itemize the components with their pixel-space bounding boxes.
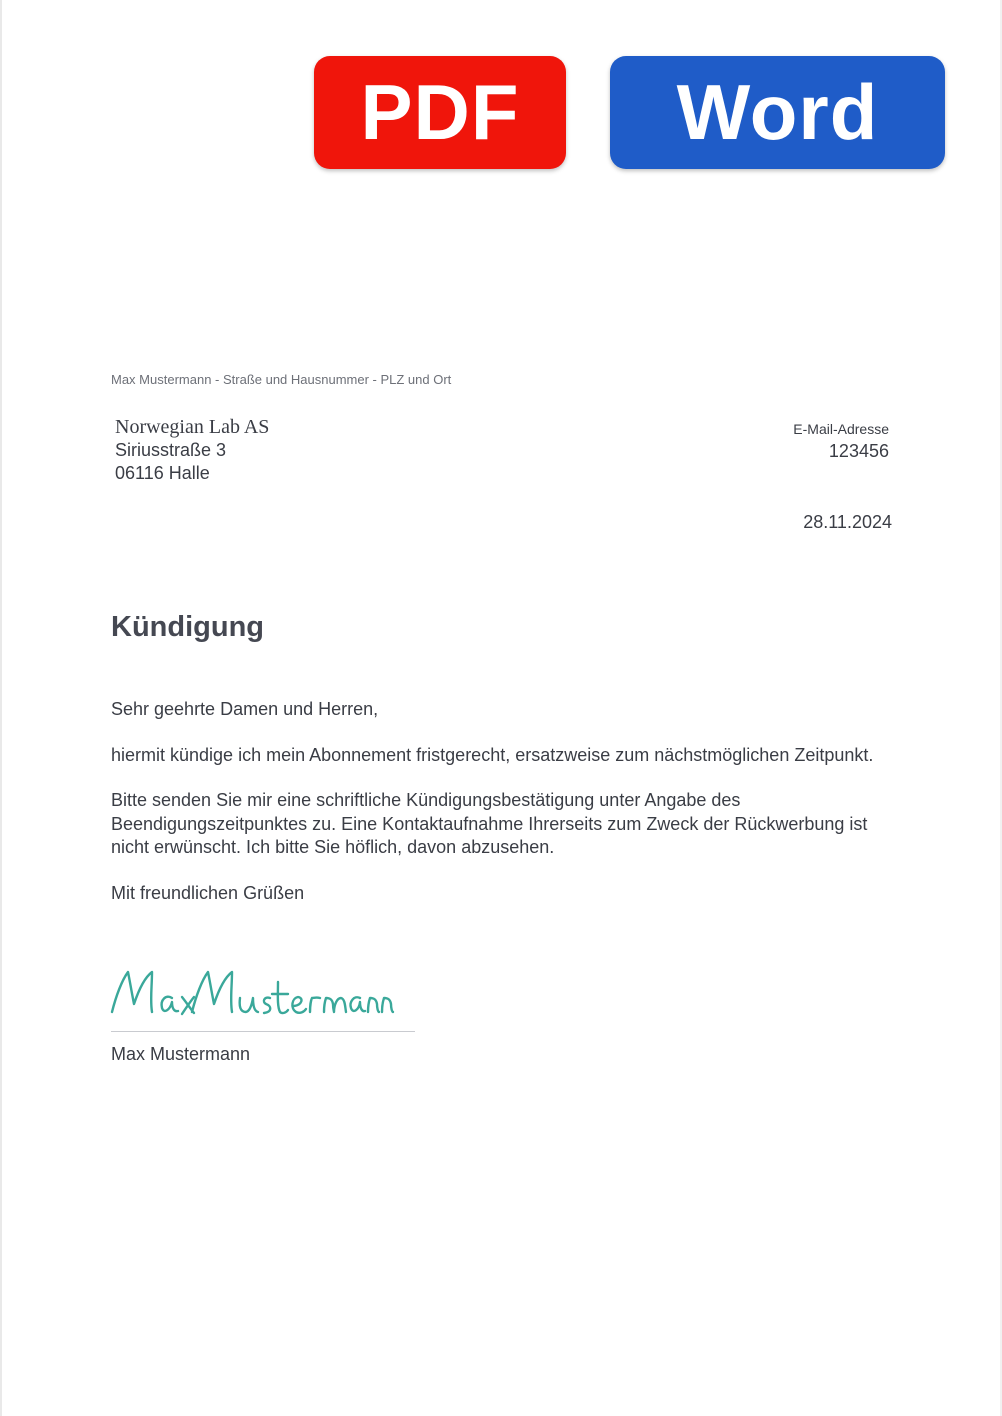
customer-number: 123456 — [828, 441, 889, 461]
download-word-button[interactable]: Word — [610, 56, 945, 169]
signature-line — [111, 1031, 415, 1032]
recipient-street: Siriusstraße 3 — [115, 440, 227, 460]
letter-subject: Kündigung — [111, 611, 265, 643]
body-paragraph: Bitte senden Sie mir eine schriftliche Kündigungsbestätigung unter Angabe des Beendigungszeitpunktes zu. Eine Kontaktaufnahme Ihrerseits zum Zweck der Rückwerbung ist nicht erwünscht. Ich bitte Sie höflich, davon abzusehen. — [111, 790, 868, 857]
signer-name: Max Mustermann — [111, 1044, 251, 1064]
page-edge — [0, 0, 2, 1416]
sender-address-line: Max Mustermann - Straße und Hausnummer - PLZ und Ort — [111, 372, 452, 387]
recipient-company: Norwegian Lab AS — [115, 416, 270, 438]
handwritten-signature — [106, 960, 396, 1026]
download-pdf-button[interactable]: PDF — [314, 56, 566, 169]
recipient-city: 06116 Halle — [115, 463, 210, 483]
body-paragraph: hiermit kündige ich mein Abonnement fristgerecht, ersatzweise zum nächstmöglichen Zeitpunkt. — [111, 744, 874, 765]
closing: Mit freundlichen Grüßen — [111, 882, 305, 903]
salutation: Sehr geehrte Damen und Herren, — [111, 699, 379, 719]
email-address-label: E-Mail-Adresse — [793, 421, 889, 437]
letter-date: 28.11.2024 — [803, 512, 892, 532]
letter-body — [111, 698, 901, 927]
contact-info — [793, 419, 889, 463]
recipient-address — [115, 416, 269, 485]
